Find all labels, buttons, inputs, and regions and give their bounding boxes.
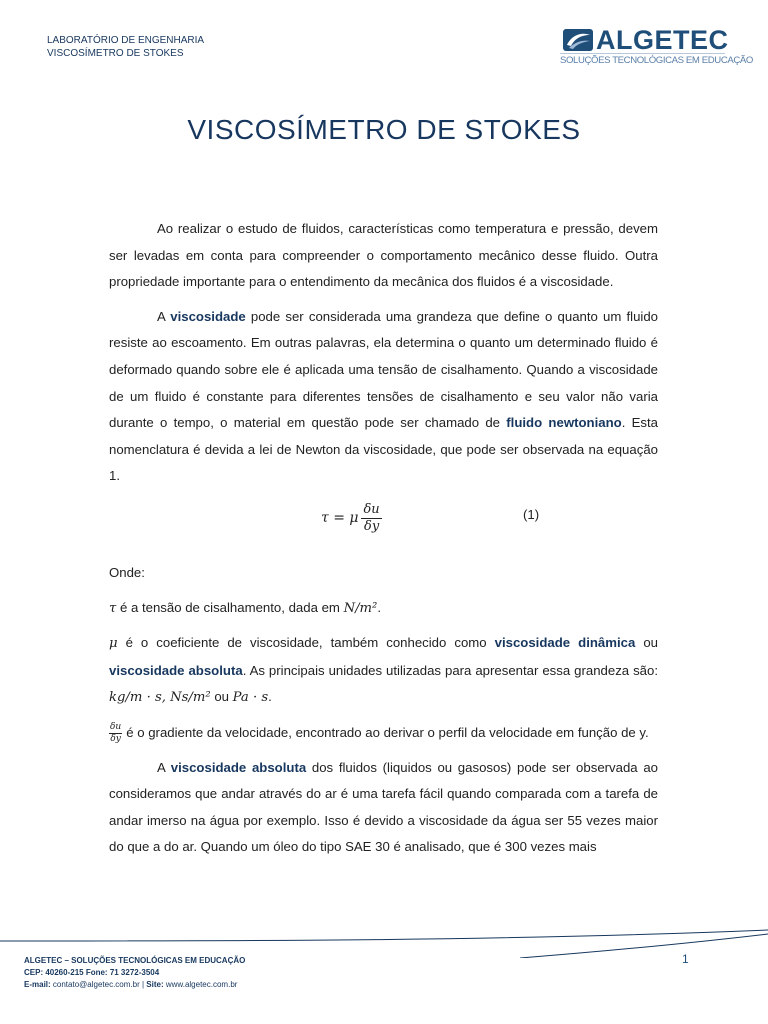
header-doc-name: VISCOSÍMETRO DE STOKES bbox=[47, 48, 184, 59]
equation-numerator: δu bbox=[363, 501, 380, 517]
equation-lhs: τ = μ bbox=[321, 510, 359, 527]
symbol-tau: τ bbox=[109, 600, 117, 616]
term-viscosidade-absoluta: viscosidade absoluta bbox=[109, 662, 243, 678]
definition-tau bbox=[109, 595, 658, 623]
text: pode ser considerada uma grandeza que define o quanto um fluido resiste ao escoamento. Em outras palavras, ela determina o quanto um determinado fluido é deformado quando sobre ele é aplicada uma tensão de cisalhamento. Quando a viscosidade de um fluido é constante para diferentes tensões de cisalhamento e seu valor não varia durante o tempo, o material em questão pode ser chamado de bbox=[109, 308, 659, 431]
site-label: Site: bbox=[146, 980, 166, 989]
text: A bbox=[157, 308, 171, 324]
logo-tagline: SOLUÇÕES TECNOLÓGICAS EM EDUCAÇÃO bbox=[560, 55, 753, 66]
gradient-fraction bbox=[109, 722, 122, 745]
header-left bbox=[47, 34, 204, 60]
footer-swoosh bbox=[0, 928, 768, 958]
footer bbox=[24, 955, 245, 991]
email-label: E-mail: bbox=[24, 980, 53, 989]
definition-gradient bbox=[109, 720, 658, 747]
onde-label: Onde: bbox=[109, 564, 145, 580]
text: é a tensão de cisalhamento, dada em bbox=[116, 599, 344, 615]
unit-tau: N/m² bbox=[343, 600, 378, 616]
footer-email-link[interactable]: contato@algetec.com.br bbox=[52, 980, 140, 989]
text: . Esta nomenclatura é devida a lei de Newton da viscosidade, que pode ser observada na equação 1. bbox=[109, 415, 658, 484]
page-number: 1 bbox=[682, 952, 689, 966]
document-body bbox=[109, 216, 658, 869]
text: é o coeficiente de viscosidade, também conhecido como bbox=[117, 635, 495, 651]
text: ou bbox=[635, 635, 658, 651]
separator: | bbox=[139, 980, 147, 989]
text: . bbox=[377, 599, 382, 615]
paragraph-viscosity bbox=[109, 304, 658, 490]
paragraph-absolute-viscosity bbox=[109, 755, 658, 861]
unit-mu-2: Pa · s bbox=[232, 690, 269, 706]
text: ou bbox=[210, 689, 233, 705]
footer-company: ALGETEC – SOLUÇÕES TECNOLÓGICAS EM EDUCAÇÃO bbox=[24, 956, 246, 965]
text: . bbox=[268, 689, 272, 705]
equation-denominator: δy bbox=[364, 518, 380, 534]
logo-wordmark: ALGETEC bbox=[596, 25, 729, 55]
gradient-denominator: δy bbox=[110, 733, 121, 744]
text: dos fluidos (liquidos ou gasosos) pode ser observada ao consideramos que andar através do ar é uma tarefa fácil quando comparada com a tarefa de andar imerso na água por exemplo. Isso é devido a viscosidade da água ser 55 vezes maior do que a do ar. Quando um óleo do tipo SAE 30 é analisado, que é 300 vezes mais bbox=[109, 759, 659, 855]
equation-fraction bbox=[361, 502, 381, 535]
paragraph-intro: Ao realizar o estudo de fluidos, características como temperatura e pressão, devem ser levadas em conta para compreender o comportamento mecânico desse fluido. Outra propriedade importante para o entendimento da mecânica dos fluidos é a viscosidade. bbox=[109, 221, 658, 290]
unit-mu-1: kg/m · s, Ns/m² bbox=[109, 690, 211, 706]
term-viscosidade: viscosidade bbox=[170, 308, 246, 324]
text: A bbox=[157, 759, 171, 775]
footer-web bbox=[24, 979, 245, 991]
term-fluido-newtoniano: fluido newtoniano bbox=[506, 415, 622, 431]
equation-label: (1) bbox=[523, 506, 540, 522]
definition-mu bbox=[109, 630, 658, 712]
equation-1 bbox=[109, 498, 658, 552]
gradient-numerator: δu bbox=[110, 721, 122, 732]
page-title: VISCOSÍMETRO DE STOKES bbox=[187, 114, 581, 145]
footer-contact: CEP: 40260-215 Fone: 71 3272-3504 bbox=[24, 968, 160, 977]
text: é o gradiente da velocidade, encontrado ao derivar o perfil da velocidade em função de y. bbox=[126, 724, 649, 740]
equation-body bbox=[321, 502, 382, 535]
footer-site-link[interactable]: www.algetec.com.br bbox=[165, 980, 238, 989]
logo-swoosh-icon bbox=[563, 29, 593, 51]
header-lab-name: LABORATÓRIO DE ENGENHARIA bbox=[47, 35, 205, 46]
term-viscosidade-dinamica: viscosidade dinâmica bbox=[494, 635, 636, 651]
text: . As principais unidades utilizadas para apresentar essa grandeza são: bbox=[242, 662, 659, 678]
term-viscosidade-absoluta-2: viscosidade absoluta bbox=[170, 759, 307, 775]
symbol-mu: μ bbox=[109, 636, 118, 652]
algetec-logo bbox=[560, 25, 753, 68]
